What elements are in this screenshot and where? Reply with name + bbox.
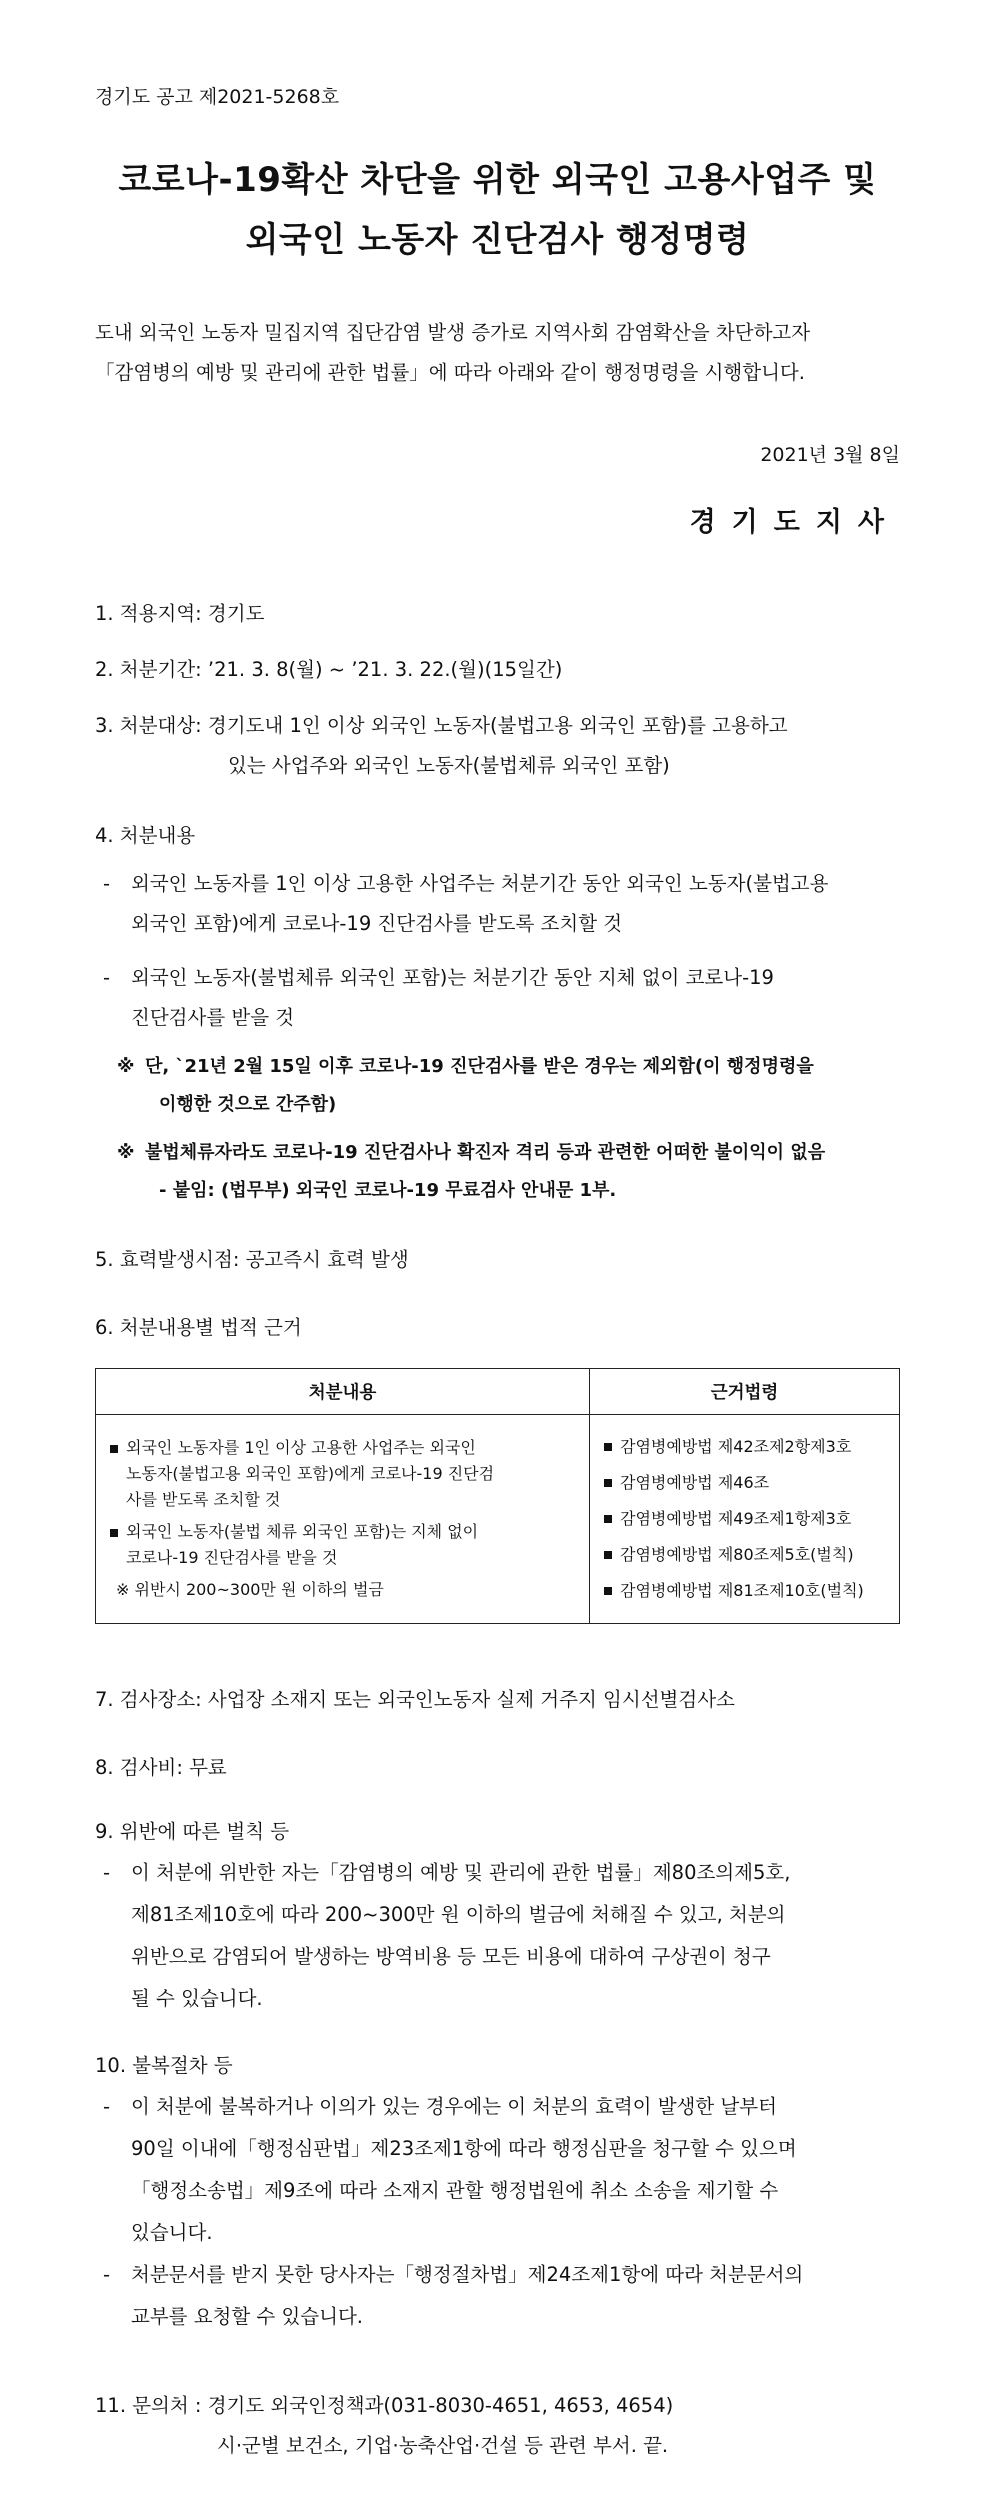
- section-10-item-1: [95, 2086, 900, 2254]
- section-10-item-1-line-4: 있습니다.: [131, 2221, 213, 2244]
- section-10-item-2: [95, 2254, 900, 2338]
- table-row: [96, 1415, 900, 1624]
- law-text: 감염병예방법 제46조: [620, 1473, 770, 1492]
- contact-line-2: 시·군별 보건소, 기업·농축산업·건설 등 관련 부서. 끝.: [217, 2434, 669, 2457]
- intro-paragraph: [95, 313, 900, 393]
- section-9-line-2: 제81조제10호에 따라 200~300만 원 이하의 벌금에 처해질 수 있고, 처분의: [131, 1903, 786, 1926]
- square-bullet-icon: [604, 1515, 612, 1523]
- section-4-item-2-line-2: 진단검사를 받을 것: [131, 1006, 295, 1029]
- dash-mark: -: [103, 2095, 111, 2118]
- notice-number: 경기도 공고 제2021-5268호: [95, 86, 340, 108]
- content-bullet-2-line-1: 외국인 노동자(불법 체류 외국인 포함)는 지체 없이: [126, 1522, 479, 1541]
- section-10: [95, 2046, 900, 2338]
- dash-mark: -: [103, 966, 111, 989]
- law-item: [604, 1465, 885, 1501]
- contact-line-1: 11. 문의처 : 경기도 외국인정책과(031-8030-4651, 4653, 4654): [95, 2394, 674, 2417]
- law-text: 감염병예방법 제49조제1항제3호: [620, 1509, 852, 1528]
- dash-mark: -: [103, 2263, 111, 2286]
- law-text: 감염병예방법 제80조제5호(벌칙): [620, 1545, 854, 1564]
- section-4-item-1-line-1: 외국인 노동자를 1인 이상 고용한 사업주는 처분기간 동안 외국인 노동자(불법고용: [131, 872, 829, 895]
- section-6-heading: 6. 처분내용별 법적 근거: [95, 1316, 302, 1339]
- section-4-note-1-line-1: 단, `21년 2월 15일 이후 코로나-19 진단검사를 받은 경우는 제외함(이 행정명령을: [145, 1056, 814, 1077]
- title-line-1: 코로나-19확산 차단을 위한 외국인 고용사업주 및: [118, 160, 877, 200]
- content-bullet-1: [110, 1435, 575, 1513]
- law-item: [604, 1429, 885, 1465]
- attachment-line: - 붙임: (법무부) 외국인 코로나-19 무료검사 안내문 1부.: [159, 1180, 617, 1201]
- issuer-name: 경기도지사: [689, 507, 900, 538]
- square-bullet-icon: [110, 1529, 118, 1537]
- section-9-body: [95, 1852, 900, 2020]
- legal-basis-table: [95, 1368, 900, 1624]
- section-10-item-1-line-2: 90일 이내에「행정심판법」제23조제1항에 따라 행정심판을 청구할 수 있으며: [131, 2137, 797, 2160]
- table-header-law: 근거법령: [590, 1369, 900, 1415]
- table-header-row: [96, 1369, 900, 1415]
- section-3-line-1: 3. 처분대상: 경기도내 1인 이상 외국인 노동자(불법고용 외국인 포함)를 고용하고: [95, 714, 788, 737]
- section-4-note-1-line-2: 이행한 것으로 간주함): [159, 1094, 337, 1115]
- square-bullet-icon: [604, 1443, 612, 1451]
- legal-basis-grid: [95, 1368, 900, 1624]
- section-4-note-2: [95, 1134, 900, 1210]
- square-bullet-icon: [110, 1445, 118, 1453]
- section-11-contact: [95, 2386, 673, 2466]
- content-bullet-2: [110, 1519, 575, 1571]
- title-line-2: 외국인 노동자 진단검사 행정명령: [245, 220, 750, 260]
- law-item: [604, 1573, 885, 1609]
- section-3-line-2: 있는 사업주와 외국인 노동자(불법체류 외국인 포함): [228, 754, 670, 777]
- law-item: [604, 1501, 885, 1537]
- section-4-note-1: [95, 1048, 900, 1124]
- intro-line-1: 도내 외국인 노동자 밀집지역 집단감염 발생 증가로 지역사회 감염확산을 차단하고자: [95, 321, 811, 344]
- section-5: 5. 효력발생시점: 공고즉시 효력 발생: [95, 1248, 409, 1271]
- content-bullet-1-line-1: 외국인 노동자를 1인 이상 고용한 사업주는 외국인: [126, 1438, 476, 1457]
- section-10-item-2-line-2: 교부를 요청할 수 있습니다.: [131, 2305, 364, 2328]
- section-3: [95, 706, 900, 786]
- section-4-item-1-line-2: 외국인 포함)에게 코로나-19 진단검사를 받도록 조치할 것: [131, 912, 623, 935]
- square-bullet-icon: [604, 1587, 612, 1595]
- dash-mark: -: [103, 1861, 111, 1884]
- law-text: 감염병예방법 제81조제10호(벌칙): [620, 1581, 864, 1600]
- section-7: 7. 검사장소: 사업장 소재지 또는 외국인노동자 실제 거주지 임시선별검사소: [95, 1688, 735, 1711]
- section-4-item-2: [95, 958, 900, 1038]
- section-8: 8. 검사비: 무료: [95, 1756, 227, 1779]
- section-4: [95, 816, 900, 1210]
- section-9-heading: 9. 위반에 따른 벌칙 등: [95, 1820, 290, 1843]
- section-9-line-3: 위반으로 감염되어 발생하는 방역비용 등 모든 비용에 대하여 구상권이 청구: [131, 1945, 771, 1968]
- dash-mark: -: [103, 872, 111, 895]
- section-1: 1. 적용지역: 경기도: [95, 602, 265, 625]
- section-9: [95, 1812, 900, 2020]
- notice-date: 2021년 3월 8일: [760, 444, 900, 466]
- section-10-heading: 10. 불복절차 등: [95, 2054, 233, 2077]
- table-cell-laws: [590, 1415, 900, 1624]
- table-cell-content: [96, 1415, 590, 1624]
- section-10-item-1-line-1: 이 처분에 불복하거나 이의가 있는 경우에는 이 처분의 효력이 발생한 날부터: [131, 2095, 777, 2118]
- section-2: 2. 처분기간: ’21. 3. 8(월) ~ ’21. 3. 22.(월)(15일간): [95, 658, 563, 681]
- content-bullet-1-line-2: 노동자(불법고용 외국인 포함)에게 코로나-19 진단검: [126, 1464, 495, 1483]
- law-item: [604, 1537, 885, 1573]
- table-header-content: 처분내용: [96, 1369, 590, 1415]
- intro-line-2: 「감염병의 예방 및 관리에 관한 법률」에 따라 아래와 같이 행정명령을 시행합니다.: [95, 361, 805, 384]
- square-bullet-icon: [604, 1551, 612, 1559]
- penalty-note: ※ 위반시 200~300만 원 이하의 벌금: [116, 1580, 384, 1599]
- law-text: 감염병예방법 제42조제2항제3호: [620, 1437, 852, 1456]
- notice-title: [95, 150, 900, 270]
- section-9-line-4: 될 수 있습니다.: [131, 1987, 263, 2010]
- square-bullet-icon: [604, 1479, 612, 1487]
- section-4-item-1: [95, 864, 900, 944]
- content-bullet-2-line-2: 코로나-19 진단검사를 받을 것: [126, 1548, 338, 1567]
- note-mark: ※: [117, 1142, 135, 1163]
- section-9-line-1: 이 처분에 위반한 자는「감염병의 예방 및 관리에 관한 법률」제80조의제5호,: [131, 1861, 791, 1884]
- content-bullet-1-line-3: 사를 받도록 조치할 것: [126, 1490, 281, 1509]
- section-4-note-2-line-1: 불법체류자라도 코로나-19 진단검사나 확진자 격리 등과 관련한 어떠한 불이익이 없음: [145, 1142, 826, 1163]
- note-mark: ※: [117, 1056, 135, 1077]
- section-10-item-1-line-3: 「행정소송법」제9조에 따라 소재지 관할 행정법원에 취소 소송을 제기할 수: [131, 2179, 779, 2202]
- section-10-item-2-line-1: 처분문서를 받지 못한 당사자는「행정절차법」제24조제1항에 따라 처분문서의: [131, 2263, 804, 2286]
- section-4-item-2-line-1: 외국인 노동자(불법체류 외국인 포함)는 처분기간 동안 지체 없이 코로나-19: [131, 966, 774, 989]
- section-4-heading: 4. 처분내용: [95, 824, 196, 847]
